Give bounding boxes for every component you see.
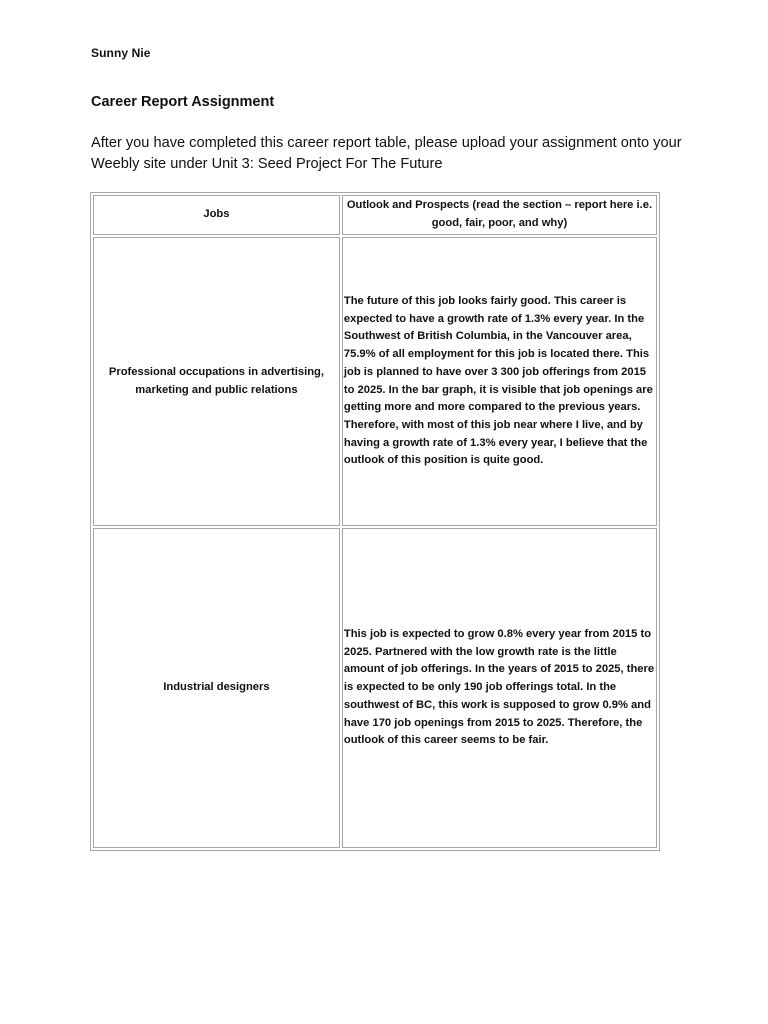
table-header-row: [93, 195, 657, 235]
table-row: [93, 237, 657, 526]
table-row: [93, 528, 657, 848]
job-title-cell: Industrial designers: [93, 528, 340, 848]
author-name: Sunny Nie: [91, 46, 151, 60]
outlook-cell: This job is expected to grow 0.8% every year from 2015 to 2025. Partnered with the low growth rate is the little amount of job offerings. In the years of 2015 to 2025, there is expected to be only 190 job offerings total. In the southwest of BC, this work is supposed to grow 0.9% and have 170 job openings from 2015 to 2025. Therefore, the outlook of this career seems to be fair.: [342, 528, 657, 848]
career-report-table: [90, 192, 660, 851]
jobs-column-header: Jobs: [93, 195, 340, 235]
outlook-cell: The future of this job looks fairly good. This career is expected to have a growth rate of 1.3% every year. In the Southwest of British Columbia, in the Vancouver area, 75.9% of all employment for this job is located there. This job is planned to have over 3 300 job offerings from 2015 to 2025. In the bar graph, it is visible that job openings are getting more and more compared to the previous years. Therefore, with most of this job near where I live, and by having a growth rate of 1.3% every year, I believe that the outlook of this position is quite good.: [342, 237, 657, 526]
outlook-column-header: Outlook and Prospects (read the section – report here i.e. good, fair, poor, and why): [342, 195, 657, 235]
assignment-instructions: After you have completed this career report table, please upload your assignment onto your Weebly site under Unit 3: Seed Project For The Future: [91, 135, 682, 172]
job-title-cell: Professional occupations in advertising, marketing and public relations: [93, 237, 340, 526]
document-title: Career Report Assignment: [91, 94, 275, 110]
